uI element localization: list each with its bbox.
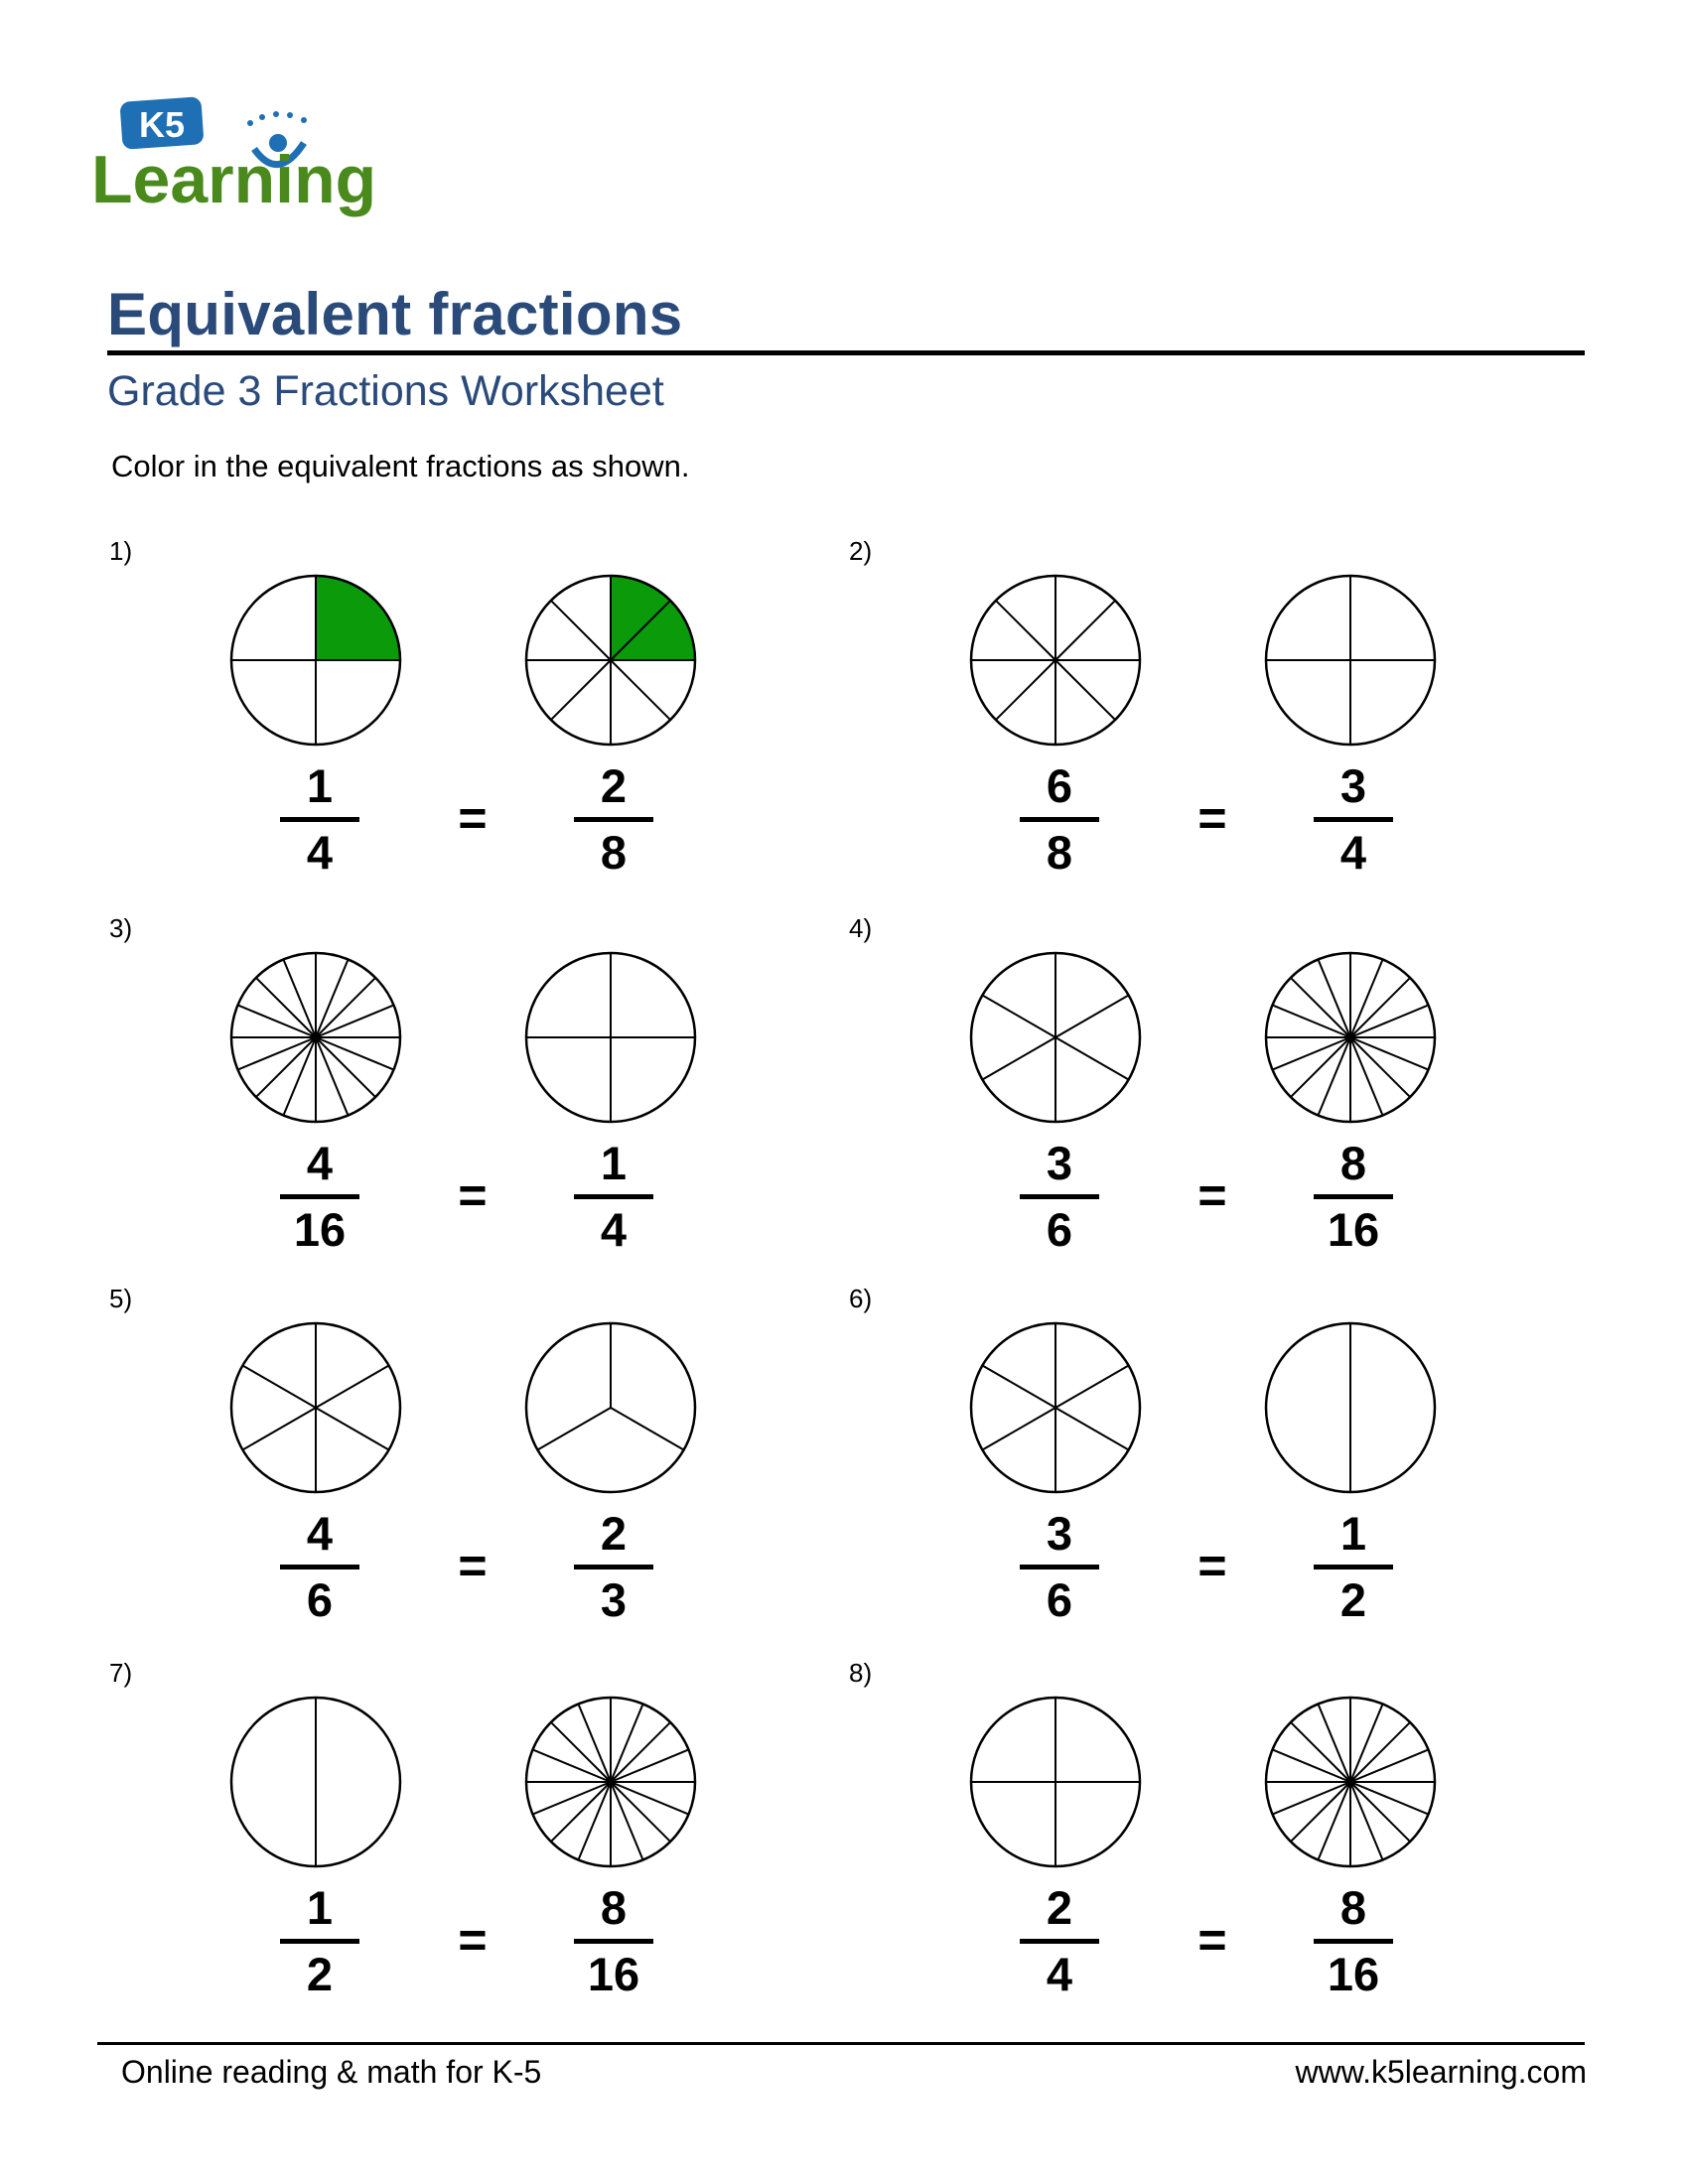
fraction-right (1314, 759, 1393, 880)
numerator: 8 (1339, 1137, 1367, 1189)
denominator: 2 (306, 1948, 334, 2000)
denominator: 4 (306, 826, 334, 879)
title-divider (107, 350, 1585, 355)
fraction-circle-right[interactable] (523, 950, 698, 1125)
fraction-left (1020, 1137, 1099, 1257)
fraction-circle-left[interactable] (968, 950, 1143, 1125)
footer-url: www.k5learning.com (1295, 2054, 1587, 2090)
fraction-left (280, 759, 359, 880)
k5-learning-logo (91, 91, 409, 230)
denominator: 8 (1046, 826, 1073, 879)
divider-line (611, 660, 670, 720)
fraction-right (574, 1137, 653, 1257)
numerator: 1 (306, 1881, 334, 1934)
numerator: 2 (1046, 1881, 1073, 1934)
center-dot (606, 1777, 616, 1787)
fraction-right (1314, 1881, 1393, 2001)
equals-sign: = (1197, 1538, 1227, 1593)
numerator: 8 (1339, 1881, 1367, 1934)
numerator: 4 (306, 1137, 334, 1189)
equals-sign: = (1197, 790, 1227, 846)
fraction-right (1314, 1507, 1393, 1627)
fraction-bar (1314, 1565, 1393, 1570)
page-title: Equivalent fractions (107, 281, 683, 347)
fraction-circle-left[interactable] (228, 573, 403, 748)
fraction-bar (574, 1939, 653, 1944)
divider-line (1055, 660, 1115, 720)
fraction-circle-right[interactable] (523, 573, 698, 748)
numerator: 1 (306, 759, 334, 812)
numerator: 8 (600, 1881, 628, 1934)
denominator: 2 (1339, 1573, 1367, 1626)
fraction-bar (574, 1565, 653, 1570)
fraction-bar (1020, 1939, 1099, 1944)
divider-line (551, 1782, 611, 1842)
divider-line (982, 996, 1055, 1038)
fraction-circle-left[interactable] (968, 1320, 1143, 1495)
divider-line (982, 1366, 1055, 1409)
divider-line (316, 1408, 389, 1450)
fraction-circle-right[interactable] (1263, 1320, 1438, 1495)
equals-sign: = (1197, 1167, 1227, 1223)
problem-number: 7) (109, 1658, 133, 1688)
center-dot (1345, 1777, 1355, 1787)
instructions: Color in the equivalent fractions as shown. (111, 449, 690, 483)
equals-sign: = (458, 790, 488, 846)
fraction-circle-left[interactable] (968, 573, 1143, 748)
equals-sign: = (458, 1912, 488, 1968)
fraction-circle-left[interactable] (968, 1695, 1143, 1869)
center-dot (311, 1032, 321, 1042)
problem-number: 5) (109, 1284, 133, 1313)
fraction-right (574, 1507, 653, 1627)
numerator: 1 (600, 1137, 628, 1189)
divider-line (1350, 1722, 1410, 1782)
fraction-bar (280, 1565, 359, 1570)
divider-line (242, 1366, 316, 1409)
divider-line (611, 1722, 670, 1782)
divider-line (537, 1408, 611, 1450)
problem-number: 6) (849, 1284, 873, 1313)
problem-number: 1) (109, 536, 133, 566)
divider-line (1291, 1037, 1350, 1097)
fraction-circle-left[interactable] (228, 1320, 403, 1495)
fraction-circle-right[interactable] (523, 1320, 698, 1495)
divider-line (551, 660, 611, 720)
divider-line (551, 601, 611, 660)
divider-line (1055, 1037, 1129, 1080)
fraction-bar (1020, 1565, 1099, 1570)
divider-line (996, 601, 1055, 660)
fraction-bar (1314, 1939, 1393, 1944)
fraction-left (280, 1881, 359, 2001)
divider-line (1291, 1782, 1350, 1842)
fraction-right (574, 1881, 653, 2001)
fraction-circle-left[interactable] (228, 1695, 403, 1869)
divider-line (1055, 1408, 1129, 1450)
fraction-bar (280, 1939, 359, 1944)
fraction-bar (1020, 817, 1099, 822)
denominator: 6 (306, 1573, 334, 1626)
denominator: 4 (1046, 1948, 1073, 2000)
denominator: 3 (600, 1573, 628, 1626)
fraction-bar (574, 1194, 653, 1199)
divider-line (551, 1722, 611, 1782)
divider-line (1291, 978, 1350, 1037)
divider-line (611, 1408, 684, 1450)
divider-line (982, 1408, 1055, 1450)
problem-number: 8) (849, 1658, 873, 1688)
divider-line (611, 1782, 670, 1842)
divider-line (1055, 996, 1129, 1038)
denominator: 6 (1046, 1203, 1073, 1256)
denominator: 16 (1327, 1948, 1380, 2000)
fraction-left (1020, 759, 1099, 880)
fraction-bar (1314, 817, 1393, 822)
fraction-bar (1020, 1194, 1099, 1199)
fraction-circle-right[interactable] (1263, 573, 1438, 748)
numerator: 3 (1046, 1137, 1073, 1189)
fraction-left (1020, 1507, 1099, 1627)
numerator: 1 (1339, 1507, 1367, 1560)
fraction-circle-right[interactable] (1263, 950, 1438, 1125)
equals-sign: = (458, 1538, 488, 1593)
fraction-bar (1314, 1194, 1393, 1199)
fraction-circle-left[interactable] (228, 950, 403, 1125)
center-dot (1345, 1032, 1355, 1042)
divider-line (1350, 1037, 1410, 1097)
equals-sign: = (458, 1167, 488, 1223)
fraction-left (280, 1507, 359, 1627)
fraction-circle-right[interactable] (523, 1695, 698, 1869)
fraction-left (1020, 1881, 1099, 2001)
divider-line (242, 1408, 316, 1450)
logo-badge-text: K5 (138, 104, 186, 145)
divider-line (1055, 1366, 1129, 1409)
logo-word-text: Learning (91, 142, 377, 217)
page-subtitle: Grade 3 Fractions Worksheet (107, 367, 664, 415)
denominator: 8 (600, 826, 628, 879)
numerator: 2 (600, 759, 628, 812)
denominator: 4 (1339, 826, 1367, 879)
problem-number: 3) (109, 913, 133, 943)
divider-line (316, 1366, 389, 1409)
numerator: 2 (600, 1507, 628, 1560)
fraction-right (574, 759, 653, 880)
denominator: 16 (293, 1203, 347, 1256)
divider-line (1055, 601, 1115, 660)
denominator: 16 (587, 1948, 640, 2000)
fraction-bar (280, 817, 359, 822)
divider-line (996, 660, 1055, 720)
footer-divider (97, 2042, 1585, 2045)
fraction-bar (574, 817, 653, 822)
divider-line (316, 978, 375, 1037)
problem-number: 4) (849, 913, 873, 943)
fraction-circle-right[interactable] (1263, 1695, 1438, 1869)
divider-line (256, 1037, 316, 1097)
footer-tagline: Online reading & math for K-5 (121, 2054, 542, 2090)
numerator: 3 (1046, 1507, 1073, 1560)
fraction-left (280, 1137, 359, 1257)
equals-sign: = (1197, 1912, 1227, 1968)
numerator: 4 (306, 1507, 334, 1560)
divider-line (256, 978, 316, 1037)
divider-line (1350, 1782, 1410, 1842)
fraction-bar (280, 1194, 359, 1199)
denominator: 4 (600, 1203, 628, 1256)
divider-line (1291, 1722, 1350, 1782)
divider-line (982, 1037, 1055, 1080)
problem-number: 2) (849, 536, 873, 566)
denominator: 6 (1046, 1573, 1073, 1626)
divider-line (1350, 978, 1410, 1037)
divider-line (316, 1037, 375, 1097)
fraction-right (1314, 1137, 1393, 1257)
denominator: 16 (1327, 1203, 1380, 1256)
numerator: 6 (1046, 759, 1073, 812)
numerator: 3 (1339, 759, 1367, 812)
